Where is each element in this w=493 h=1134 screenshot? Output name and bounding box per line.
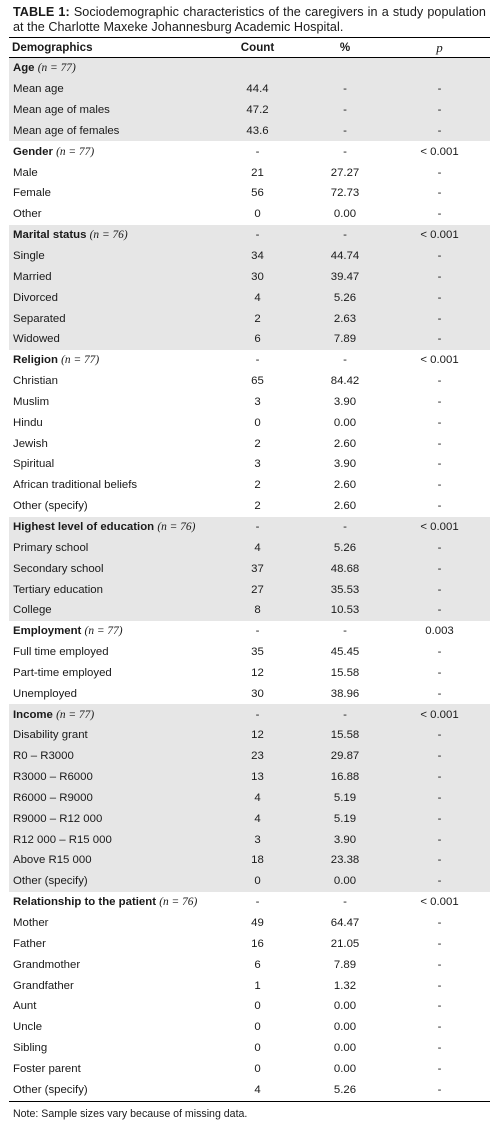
row-p-value: - xyxy=(437,500,442,513)
group-count: - xyxy=(214,704,301,725)
table-caption-text: Sociodemographic characteristics of the caregivers in a study population at the Charlotte Maxeke Johannesburg Academic Hospital. xyxy=(13,5,486,34)
table-row xyxy=(9,662,490,683)
row-p-value: - xyxy=(437,646,442,659)
row-count: 0 xyxy=(214,871,301,892)
group-title xyxy=(9,141,214,162)
row-p-value: - xyxy=(437,979,442,992)
row-percent: 5.26 xyxy=(301,287,389,308)
row-count: 3 xyxy=(254,395,261,408)
header-demographics: Demographics xyxy=(12,41,93,54)
header-percent: % xyxy=(339,41,351,54)
group-header-row xyxy=(9,58,490,79)
table-row xyxy=(9,162,490,183)
table-row xyxy=(9,308,490,329)
table-row xyxy=(9,808,490,829)
header-row xyxy=(9,38,490,58)
table-row xyxy=(9,392,490,413)
table-row xyxy=(9,642,490,663)
row-percent: 48.68 xyxy=(301,558,389,579)
row-p-value: - xyxy=(437,375,442,388)
row-percent: 3.90 xyxy=(333,458,357,471)
table-row xyxy=(9,371,490,392)
row-label: Christian xyxy=(13,375,58,388)
row-percent: 2.60 xyxy=(333,479,357,492)
table-row xyxy=(9,454,490,475)
group-header-row xyxy=(9,350,490,371)
row-p-value: - xyxy=(437,687,442,700)
row-label: Muslim xyxy=(13,395,50,408)
row-percent: 5.19 xyxy=(301,808,389,829)
row-count: 4 xyxy=(214,287,301,308)
row-count: 27 xyxy=(214,579,301,600)
group-title xyxy=(9,892,214,913)
row-percent: 2.60 xyxy=(333,437,357,450)
row-percent: 15.58 xyxy=(301,725,389,746)
row-percent: 0.00 xyxy=(333,208,357,221)
row-p-value: - xyxy=(437,1062,442,1075)
row-percent: 72.73 xyxy=(330,187,360,200)
group-sample-size: (n = 77) xyxy=(84,625,123,638)
row-p-value: - xyxy=(389,788,490,809)
group-count: - xyxy=(214,517,301,538)
group-title-text: Highest level of education xyxy=(13,520,155,533)
table-caption-label: TABLE 1: xyxy=(13,5,70,19)
row-count: 65 xyxy=(251,375,264,388)
header-p-value: p xyxy=(436,39,443,55)
group-header-row xyxy=(9,225,490,246)
row-percent: - xyxy=(301,100,389,121)
row-label: R0 – R3000 xyxy=(9,746,214,767)
row-p-value: - xyxy=(389,79,490,100)
group-header-row xyxy=(9,141,490,162)
row-count: 8 xyxy=(214,600,301,621)
row-p-value: - xyxy=(389,850,490,871)
row-count: 56 xyxy=(251,187,264,200)
group-title-text: Employment xyxy=(13,625,82,638)
row-count: 18 xyxy=(214,850,301,871)
row-percent: - xyxy=(301,121,389,142)
row-percent: 39.47 xyxy=(301,266,389,287)
row-p-value: - xyxy=(437,1042,442,1055)
row-p-value: - xyxy=(389,579,490,600)
row-p-value: - xyxy=(389,100,490,121)
group-header-row xyxy=(9,517,490,538)
row-percent: 1.32 xyxy=(333,979,357,992)
group-sample-size: (n = 77) xyxy=(56,145,95,158)
group-percent: - xyxy=(343,896,347,909)
row-p-value: - xyxy=(437,166,442,179)
row-p-value: - xyxy=(389,246,490,267)
row-p-value: - xyxy=(437,917,442,930)
row-label: Widowed xyxy=(9,329,214,350)
table-row xyxy=(9,204,490,225)
row-label: Mean age of females xyxy=(9,121,214,142)
row-label: Secondary school xyxy=(9,558,214,579)
table-row xyxy=(9,412,490,433)
row-count: 23 xyxy=(214,746,301,767)
table-row xyxy=(9,287,490,308)
table-row xyxy=(9,600,490,621)
row-percent: - xyxy=(301,79,389,100)
table-row xyxy=(9,975,490,996)
row-count: 0 xyxy=(254,416,261,429)
group-title xyxy=(9,58,214,79)
group-title-text: Income xyxy=(13,708,53,721)
row-label: Married xyxy=(9,266,214,287)
row-label: College xyxy=(9,600,214,621)
group-title xyxy=(9,225,214,246)
group-title xyxy=(9,350,214,371)
row-percent: 16.88 xyxy=(301,767,389,788)
row-percent: 29.87 xyxy=(301,746,389,767)
row-percent: 38.96 xyxy=(330,687,360,700)
group-count: - xyxy=(255,354,260,367)
row-p-value: - xyxy=(437,458,442,471)
group-p-value: 0.003 xyxy=(425,625,454,638)
row-p-value: - xyxy=(437,416,442,429)
row-label: R3000 – R6000 xyxy=(9,767,214,788)
row-count: 35 xyxy=(251,646,264,659)
row-label: Single xyxy=(9,246,214,267)
row-p-value: - xyxy=(389,767,490,788)
row-label: Full time employed xyxy=(13,646,109,659)
group-count xyxy=(214,58,301,79)
row-label: R6000 – R9000 xyxy=(9,788,214,809)
group-p-value xyxy=(389,58,490,79)
row-percent: 3.90 xyxy=(301,829,389,850)
row-p-value: - xyxy=(437,395,442,408)
row-p-value: - xyxy=(437,208,442,221)
group-sample-size: (n = 77) xyxy=(61,354,100,367)
row-percent: 5.19 xyxy=(301,788,389,809)
row-label: Foster parent xyxy=(13,1062,81,1075)
table-container xyxy=(9,0,490,1120)
header-count: Count xyxy=(240,41,275,54)
group-sample-size: (n = 76) xyxy=(159,896,198,909)
table-row xyxy=(9,329,490,350)
row-count: 0 xyxy=(254,1062,261,1075)
row-percent: 84.42 xyxy=(330,375,360,388)
group-count: - xyxy=(255,145,260,158)
row-percent: 7.89 xyxy=(333,958,357,971)
group-title xyxy=(9,704,214,725)
row-percent: 35.53 xyxy=(301,579,389,600)
row-count: 4 xyxy=(214,808,301,829)
table-row xyxy=(9,933,490,954)
table-row xyxy=(9,1059,490,1080)
row-label: Primary school xyxy=(9,537,214,558)
row-p-value: - xyxy=(437,1021,442,1034)
row-p-value: - xyxy=(389,308,490,329)
table-row xyxy=(9,954,490,975)
row-count: 4 xyxy=(254,1083,261,1096)
table-caption xyxy=(13,5,486,35)
row-percent: 0.00 xyxy=(333,1000,357,1013)
table-row xyxy=(9,537,490,558)
row-label: African traditional beliefs xyxy=(13,479,138,492)
row-count: 12 xyxy=(214,725,301,746)
row-count: 6 xyxy=(214,329,301,350)
row-label: Mother xyxy=(13,917,49,930)
row-count: 3 xyxy=(254,458,261,471)
table-row xyxy=(9,266,490,287)
table-row xyxy=(9,1079,490,1100)
group-sample-size: (n = 76) xyxy=(89,229,128,242)
row-count: 34 xyxy=(214,246,301,267)
table-row xyxy=(9,996,490,1017)
row-p-value: - xyxy=(389,871,490,892)
group-percent: - xyxy=(343,145,347,158)
row-percent: 2.60 xyxy=(333,500,357,513)
row-label: Separated xyxy=(9,308,214,329)
row-count: 37 xyxy=(214,558,301,579)
row-label: Other (specify) xyxy=(9,871,214,892)
table-row xyxy=(9,683,490,704)
row-label: R9000 – R12 000 xyxy=(9,808,214,829)
row-p-value: - xyxy=(389,329,490,350)
row-percent: 0.00 xyxy=(301,871,389,892)
group-count: - xyxy=(214,225,301,246)
row-percent: 23.38 xyxy=(301,850,389,871)
row-p-value: - xyxy=(389,725,490,746)
row-percent: 0.00 xyxy=(333,416,357,429)
table-row xyxy=(9,183,490,204)
row-percent: 0.00 xyxy=(333,1062,357,1075)
table-row xyxy=(9,1038,490,1059)
group-count: - xyxy=(255,896,260,909)
row-percent: 2.63 xyxy=(301,308,389,329)
demographics-table xyxy=(9,38,490,1100)
row-count: 4 xyxy=(214,788,301,809)
row-count: 3 xyxy=(214,829,301,850)
group-title-text: Relationship to the patient xyxy=(13,896,157,909)
row-label: R12 000 – R15 000 xyxy=(9,829,214,850)
row-label: Uncle xyxy=(13,1021,43,1034)
table-row xyxy=(9,913,490,934)
row-percent: 5.26 xyxy=(333,1083,357,1096)
row-label: Father xyxy=(13,937,46,950)
row-count: 44.4 xyxy=(214,79,301,100)
table-row xyxy=(9,788,490,809)
row-count: 16 xyxy=(251,937,264,950)
row-label: Aunt xyxy=(13,1000,37,1013)
row-count: 43.6 xyxy=(214,121,301,142)
row-count: 30 xyxy=(251,687,264,700)
row-percent: 5.26 xyxy=(301,537,389,558)
table-row xyxy=(9,433,490,454)
group-header-row xyxy=(9,704,490,725)
group-title-text: Religion xyxy=(13,354,58,367)
row-count: 0 xyxy=(254,208,261,221)
row-percent: 64.47 xyxy=(330,917,360,930)
group-p-value: < 0.001 xyxy=(389,517,490,538)
row-percent: 27.27 xyxy=(330,166,360,179)
row-label: Other (specify) xyxy=(13,1083,88,1096)
row-count: 2 xyxy=(254,479,261,492)
group-percent: - xyxy=(343,354,347,367)
group-p-value: < 0.001 xyxy=(420,145,459,158)
row-count: 6 xyxy=(254,958,261,971)
row-count: 47.2 xyxy=(214,100,301,121)
group-title-text: Marital status xyxy=(13,229,87,242)
row-label: Disability grant xyxy=(9,725,214,746)
table-row xyxy=(9,871,490,892)
row-percent: 0.00 xyxy=(333,1042,357,1055)
group-p-value: < 0.001 xyxy=(420,354,459,367)
row-percent: 21.05 xyxy=(330,937,360,950)
group-title-text: Gender xyxy=(13,145,53,158)
row-p-value: - xyxy=(437,479,442,492)
table-note: Note: Sample sizes vary because of missing data. xyxy=(13,1108,248,1121)
row-label: Mean age of males xyxy=(9,100,214,121)
row-p-value: - xyxy=(389,808,490,829)
group-header-row xyxy=(9,892,490,913)
row-percent: 10.53 xyxy=(301,600,389,621)
row-p-value: - xyxy=(437,1083,442,1096)
row-label: Grandmother xyxy=(13,958,81,971)
table-row xyxy=(9,496,490,517)
row-p-value: - xyxy=(389,558,490,579)
row-label: Tertiary education xyxy=(9,579,214,600)
group-sample-size: (n = 77) xyxy=(56,708,95,721)
row-percent: 3.90 xyxy=(333,395,357,408)
row-label: Mean age xyxy=(9,79,214,100)
row-label: Unemployed xyxy=(13,687,77,700)
row-p-value: - xyxy=(389,266,490,287)
row-p-value: - xyxy=(389,829,490,850)
row-label: Hindu xyxy=(13,416,43,429)
table-row xyxy=(9,121,490,142)
row-count: 21 xyxy=(251,166,264,179)
table-row xyxy=(9,558,490,579)
table-body xyxy=(9,58,490,1100)
row-label: Above R15 000 xyxy=(9,850,214,871)
row-count: 0 xyxy=(254,1000,261,1013)
row-label: Spiritual xyxy=(13,458,55,471)
row-count: 4 xyxy=(214,537,301,558)
group-percent: - xyxy=(301,225,389,246)
row-percent: 45.45 xyxy=(330,646,360,659)
group-title xyxy=(9,621,214,642)
table-row xyxy=(9,725,490,746)
group-percent: - xyxy=(343,625,347,638)
row-label: Grandfather xyxy=(13,979,74,992)
group-sample-size: (n = 77) xyxy=(37,62,76,75)
row-count: 1 xyxy=(254,979,261,992)
row-count: 0 xyxy=(254,1042,261,1055)
table-row xyxy=(9,100,490,121)
row-p-value: - xyxy=(389,121,490,142)
group-percent: - xyxy=(301,704,389,725)
row-p-value: - xyxy=(437,666,442,679)
row-count: 49 xyxy=(251,917,264,930)
row-p-value: - xyxy=(389,287,490,308)
group-title-text: Age xyxy=(13,62,35,75)
row-percent: 7.89 xyxy=(301,329,389,350)
row-percent: 15.58 xyxy=(330,666,360,679)
group-count: - xyxy=(255,625,260,638)
group-p-value: < 0.001 xyxy=(420,896,459,909)
row-count: 30 xyxy=(214,266,301,287)
row-label: Jewish xyxy=(13,437,48,450)
row-p-value: - xyxy=(437,187,442,200)
row-count: 0 xyxy=(254,1021,261,1034)
table-row xyxy=(9,850,490,871)
table-row xyxy=(9,1017,490,1038)
table-row xyxy=(9,829,490,850)
row-percent: 0.00 xyxy=(333,1021,357,1034)
group-p-value: < 0.001 xyxy=(389,704,490,725)
group-percent: - xyxy=(301,517,389,538)
row-count: 13 xyxy=(214,767,301,788)
row-p-value: - xyxy=(437,1000,442,1013)
row-label: Part-time employed xyxy=(13,666,112,679)
row-count: 2 xyxy=(214,308,301,329)
row-p-value: - xyxy=(389,537,490,558)
row-label: Other (specify) xyxy=(13,500,88,513)
group-percent xyxy=(301,58,389,79)
row-label: Sibling xyxy=(13,1042,48,1055)
row-p-value: - xyxy=(437,958,442,971)
bottom-rule xyxy=(9,1101,490,1102)
group-header-row xyxy=(9,621,490,642)
table-row xyxy=(9,246,490,267)
row-count: 12 xyxy=(251,666,264,679)
table-row xyxy=(9,579,490,600)
table-row xyxy=(9,79,490,100)
group-title xyxy=(9,517,214,538)
row-p-value: - xyxy=(389,746,490,767)
row-p-value: - xyxy=(389,600,490,621)
row-label: Male xyxy=(13,166,38,179)
row-p-value: - xyxy=(437,437,442,450)
table-row xyxy=(9,475,490,496)
row-label: Divorced xyxy=(9,287,214,308)
group-sample-size: (n = 76) xyxy=(157,520,196,533)
row-count: 2 xyxy=(254,437,261,450)
group-p-value: < 0.001 xyxy=(389,225,490,246)
row-label: Other xyxy=(13,208,42,221)
row-count: 2 xyxy=(254,500,261,513)
row-label: Female xyxy=(13,187,51,200)
row-p-value: - xyxy=(437,937,442,950)
table-row xyxy=(9,767,490,788)
row-percent: 44.74 xyxy=(301,246,389,267)
table-row xyxy=(9,746,490,767)
